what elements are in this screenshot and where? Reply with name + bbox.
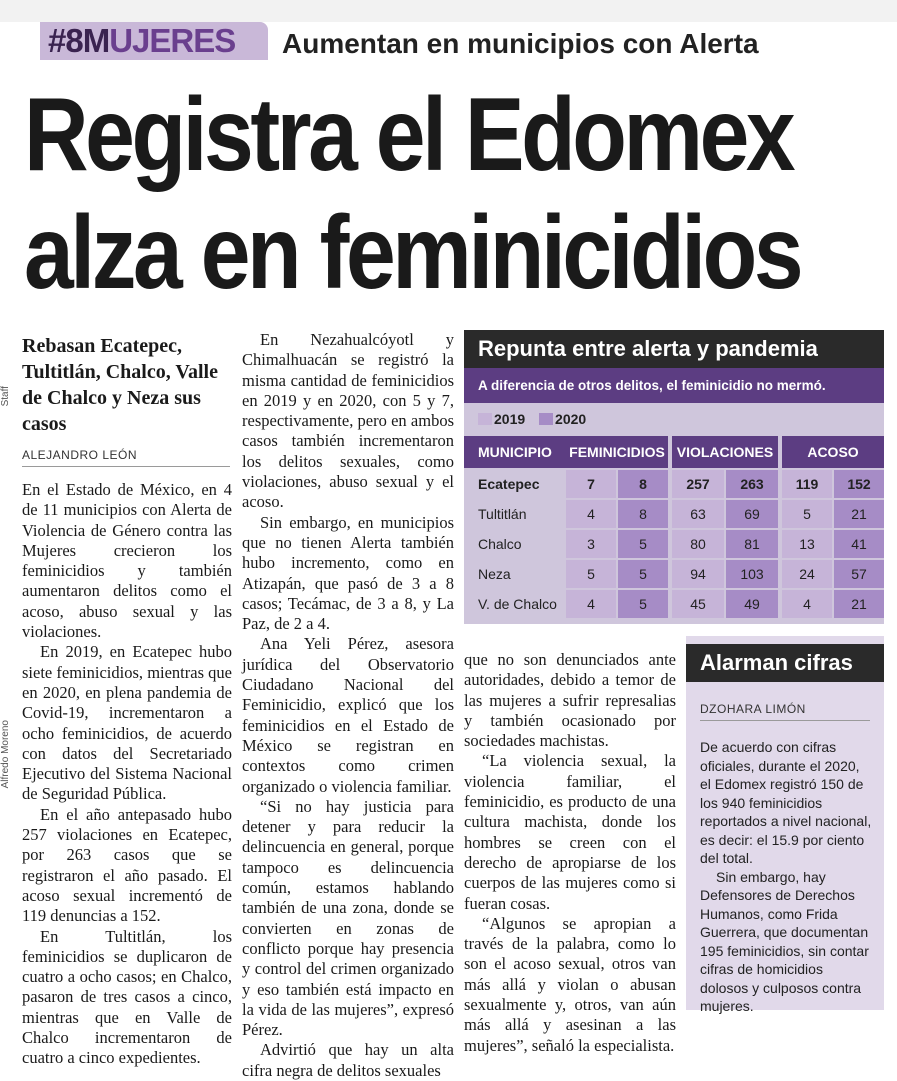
table-cell-municipio: Chalco	[478, 536, 522, 552]
sidebar-paragraph: Sin embargo, hay Defensores de Derechos Humanos, como Frida Guerrera, que documentan 195 feminicidios, sin contar cifras de homicidios dolosos y culposos contra mujeres.	[700, 868, 869, 1014]
legend-swatch-2020	[539, 413, 553, 425]
article-column-2	[242, 330, 454, 1081]
table-cell-vio-2020: 69	[726, 500, 778, 528]
paragraph: Advirtió que hay un alta cifra negra de delitos sexuales	[242, 1040, 454, 1080]
table-cell-fem-2020: 5	[618, 530, 668, 558]
table-cell-fem-2019: 3	[566, 530, 616, 558]
photo-credit: Alfredo Moreno	[0, 720, 11, 789]
table-cell-municipio: Neza	[478, 566, 511, 582]
table-cell-vio-2020: 81	[726, 530, 778, 558]
page-top-strip	[0, 0, 897, 22]
paragraph: En 2019, en Ecatepec hubo siete feminicidios, mientras que en 2020, en plena pandemia de Covid-19, incrementaron a ocho feminicidios, de acuerdo con datos del Secretariado Ejecutivo del Sistema Nacional de Seguridad Pública.	[22, 642, 232, 804]
paragraph: En Nezahualcóyotl y Chimalhuacán se registró la misma cantidad de feminicidios en 2019 y en 2020, con 5 y 7, respectivamente, pero en ambos casos también incrementaron los delitos sexuales, como violaciones, abuso sexual y el acoso.	[242, 330, 454, 512]
table-cell-fem-2020: 5	[618, 590, 668, 618]
table-cell-municipio: V. de Chalco	[478, 596, 557, 612]
section-tag	[48, 22, 235, 60]
table-cell-fem-2019: 7	[566, 470, 616, 498]
staff-credit: Staff	[0, 386, 11, 407]
article-column-3	[464, 650, 676, 1056]
kicker: Aumentan en municipios con Alerta	[282, 28, 759, 59]
legend-label-2019: 2019	[494, 411, 526, 427]
table-cell-vio-2020: 263	[726, 470, 778, 498]
table-cell-fem-2019: 4	[566, 590, 616, 618]
section-tag-hash: #8M	[48, 22, 110, 59]
table-cell-aco-2019: 119	[782, 470, 832, 498]
byline: ALEJANDRO LEÓN	[22, 448, 138, 462]
paragraph: En Tultitlán, los feminicidios se duplicaron de cuatro a ocho casos; en Chalco, pasaron de tres casos a cinco, mientras que en Valle de Chalco incrementaron de cuatro a cinco expedientes.	[22, 926, 232, 1068]
sidebar-byline: DZOHARA LIMÓN	[700, 702, 806, 716]
table-cell-vio-2019: 45	[672, 590, 724, 618]
table-cell-fem-2019: 4	[566, 500, 616, 528]
table-subtitle: A diferencia de otros delitos, el feminicidio no mermó.	[464, 368, 884, 403]
sidebar-divider	[700, 720, 870, 721]
byline-divider	[22, 466, 230, 467]
table-cell-vio-2019: 257	[672, 470, 724, 498]
table-cell-vio-2020: 49	[726, 590, 778, 618]
headline-line-2: alza en feminicidios	[24, 195, 801, 311]
paragraph: Sin embargo, en municipios que no tienen Alerta también hubo incremento, como en Atizapán, que pasó de 3 a 8 casos; Tecámac, de 3 a 8, y La Paz, de 2 a 4.	[242, 512, 454, 634]
table-cell-aco-2019: 24	[782, 560, 832, 588]
legend-item-2019	[478, 411, 525, 427]
table-cell-fem-2020: 8	[618, 500, 668, 528]
sidebar-body	[700, 738, 874, 1016]
section-tag-rest: UJERES	[109, 22, 236, 59]
table-cell-aco-2020: 21	[834, 590, 884, 618]
paragraph: En el año antepasado hubo 257 violaciones en Ecatepec, por 263 casos que se registraron el año pasado. El acoso sexual incrementó de 119 denuncias a 152.	[22, 804, 232, 926]
paragraph: “Algunos se apropian a través de la palabra, como lo son el acoso sexual, otros van más allá y violan o abusan sexualmente y, otros, van aún más allá y asesinan a las mujeres”, señaló la especialista.	[464, 913, 676, 1055]
table-cell-vio-2019: 94	[672, 560, 724, 588]
table-header-municipio: MUNICIPIO	[464, 436, 566, 468]
table-title: Repunta entre alerta y pandemia	[464, 330, 884, 368]
table-cell-aco-2019: 4	[782, 590, 832, 618]
paragraph: Ana Yeli Pérez, asesora jurídica del Observatorio Ciudadano Nacional del Feminicidio, explicó que los feminicidios en el Estado de México se registran en contextos como crimen organizado o violencia familiar.	[242, 634, 454, 796]
subheadline: Rebasan Ecatepec, Tultitlán, Chalco, Valle de Chalco y Neza sus casos	[22, 335, 218, 435]
table-cell-municipio: Tultitlán	[478, 506, 527, 522]
legend-label-2020: 2020	[555, 411, 587, 427]
legend-item-2020	[539, 411, 586, 427]
paragraph: que no son denunciados ante autoridades, debido a temor de las mujeres a sufrir represalias y también ocasionado por sociedades machistas.	[464, 650, 676, 751]
headline-line-1: Registra el Edomex	[24, 77, 793, 193]
headline	[24, 76, 801, 312]
table-cell-aco-2020: 152	[834, 470, 884, 498]
table-cell-aco-2019: 13	[782, 530, 832, 558]
table-cell-vio-2019: 63	[672, 500, 724, 528]
table-cell-vio-2020: 103	[726, 560, 778, 588]
legend-swatch-2019	[478, 413, 492, 425]
table-cell-fem-2019: 5	[566, 560, 616, 588]
table-cell-fem-2020: 8	[618, 470, 668, 498]
table-cell-aco-2020: 21	[834, 500, 884, 528]
article-column-1	[22, 480, 232, 1069]
sidebar-paragraph: De acuerdo con cifras oficiales, durante el 2020, el Edomex registró 150 de los 940 feminicidios reportados a nivel nacional, es decir: el 15.9 por ciento del total.	[700, 739, 872, 866]
paragraph: “La violencia sexual, la violencia familiar, el feminicidio, es producto de una cultura machista, donde los hombres se creen con el derecho de apropiarse de los cuerpos de las mujeres como si fueran cosas.	[464, 751, 676, 913]
table-cell-vio-2019: 80	[672, 530, 724, 558]
sidebar-title: Alarman cifras	[686, 644, 884, 682]
table-cell-fem-2020: 5	[618, 560, 668, 588]
table-cell-aco-2020: 41	[834, 530, 884, 558]
table-cell-aco-2020: 57	[834, 560, 884, 588]
table-cell-aco-2019: 5	[782, 500, 832, 528]
table-header-violaciones: VIOLACIONES	[672, 436, 778, 468]
table-cell-municipio: Ecatepec	[478, 476, 540, 492]
table-legend	[478, 411, 596, 427]
table-header-acoso: ACOSO	[782, 436, 884, 468]
paragraph: “Si no hay justicia para detener y para reducir la delincuencia en general, porque tampoco es delincuencia común, estamos hablando también de una zona, donde se convierten en zonas de conflicto porque hay presencia y control del crimen organizado y eso también está impacto en la vida de las mujeres”, expresó Pérez.	[242, 796, 454, 1040]
table-header-feminicidios: FEMINICIDIOS	[566, 436, 668, 468]
paragraph: En el Estado de México, en 4 de 11 municipios con Alerta de Violencia de Género contra las Mujeres crecieron los feminicidios y también aumentaron delitos como el acoso, abuso sexual y las violaciones.	[22, 480, 232, 642]
